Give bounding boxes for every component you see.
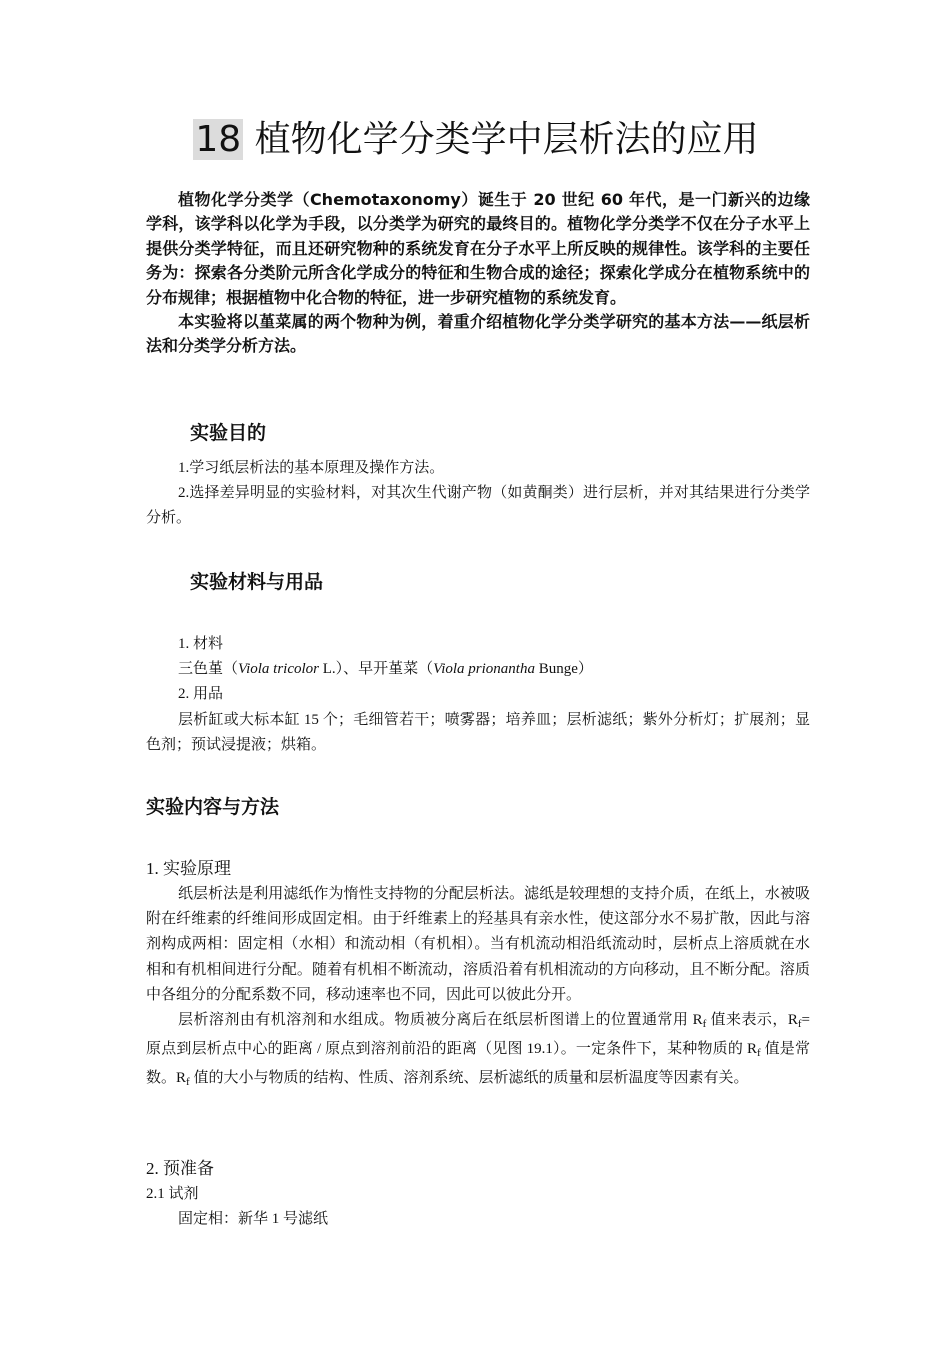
abstract [146, 188, 810, 359]
subheading-reagents: 2.1 试剂 [146, 1186, 199, 1202]
page-title [0, 116, 952, 164]
supplies-paragraph: 层析缸或大标本缸 15 个；毛细管若干；喷雾器；培养皿；层析滤纸；紫外分析灯；扩展剂；显色剂；预试浸提液；烘箱。 [146, 711, 810, 753]
chapter-number: 18 [195, 119, 242, 160]
section-heading-materials: 实验材料与用品 [190, 571, 324, 593]
rf-text: = 原点到层析点中心的距离 / 原点到溶剂前沿的距离（见图 19.1）。一定条件下，某种物质的 R [146, 1012, 810, 1058]
rf-subscript: f [756, 1047, 761, 1060]
subheading-principle: 1. 实验原理 [146, 859, 231, 878]
methods-block [146, 856, 810, 1096]
species-name: Viola tricolor [238, 661, 319, 678]
section-heading-objectives: 实验目的 [190, 422, 267, 444]
abstract-paragraph: 本实验将以堇菜属的两个物种为例，着重介绍植物化学分类学研究的基本方法——纸层析法和分类学分析方法。 [146, 312, 810, 356]
list-item: 2.选择差异明显的实验材料，对其次生代谢产物（如黄酮类）进行层析，并对其结果进行分类学分析。 [146, 485, 810, 527]
rf-text: 值是常数。R [146, 1041, 810, 1087]
rf-subscript: f [186, 1076, 190, 1089]
list-item: 1.学习纸层析法的基本原理及操作方法。 [178, 460, 445, 476]
preparation-block [146, 1156, 810, 1232]
subheading-preparation: 2. 预准备 [146, 1159, 214, 1178]
rf-subscript: f [797, 1018, 802, 1031]
reagent-line: 固定相：新华 1 号滤纸 [178, 1211, 329, 1228]
subheading-materials: 1. 材料 [178, 636, 224, 652]
abstract-paragraph: 植物化学分类学（Chemotaxonomy）诞生于 20 世纪 60 年代，是一门新兴的边缘学科，该学科以化学为手段，以分类学为研究的最终目的。植物化学分类学不仅在分子水平上提供分类学特征，而且还研究物种的系统发育在分子水平上所反映的规律性。该学科的主要任务为：探索各分类阶元所含化学成分的特征和生物合成的途径；探索化学成分在植物系统中的分布规律；根据植物中化合物的特征，进一步研究植物的系统发育。 [146, 190, 810, 307]
rf-text: 层析溶剂由有机溶剂和水组成。物质被分离后在纸层析图谱上的位置通常用 R [178, 1012, 703, 1029]
rf-paragraph [146, 1008, 810, 1096]
chapter-title: 植物化学分类学中层析法的应用 [254, 119, 759, 160]
subheading-supplies: 2. 用品 [178, 686, 224, 703]
rf-text: 值来表示，R [706, 1012, 798, 1029]
species-name: Viola prionantha [433, 661, 535, 678]
rf-subscript: f [702, 1018, 707, 1031]
materials-block [146, 632, 810, 758]
material-text: L.）、早开堇菜（ [319, 661, 434, 678]
material-text: Bunge） [534, 661, 593, 678]
objectives-list [146, 456, 810, 532]
section-heading-methods: 实验内容与方法 [146, 796, 280, 818]
material-text: 三色堇（ [178, 661, 239, 678]
rf-text: 值的大小与物质的结构、性质、溶剂系统、层析滤纸的质量和层析温度等因素有关。 [189, 1070, 749, 1087]
principle-paragraph: 纸层析法是利用滤纸作为惰性支持物的分配层析法。滤纸是较理想的支持介质，在纸上，水被吸附在纤维素的纤维间形成固定相。由于纤维素上的羟基具有亲水性，使这部分水不易扩散，因此与溶剂构成两相：固定相（水相）和流动相（有机相）。当有机流动相沿纸流动时，层析点上溶质就在水相和有机相间进行分配。随着有机相不断流动，溶质沿着有机相流动的方向移动，且不断分配。溶质中各组分的分配系数不同，移动速率也不同，因此可以彼此分开。 [146, 886, 810, 1003]
materials-line [146, 657, 810, 682]
